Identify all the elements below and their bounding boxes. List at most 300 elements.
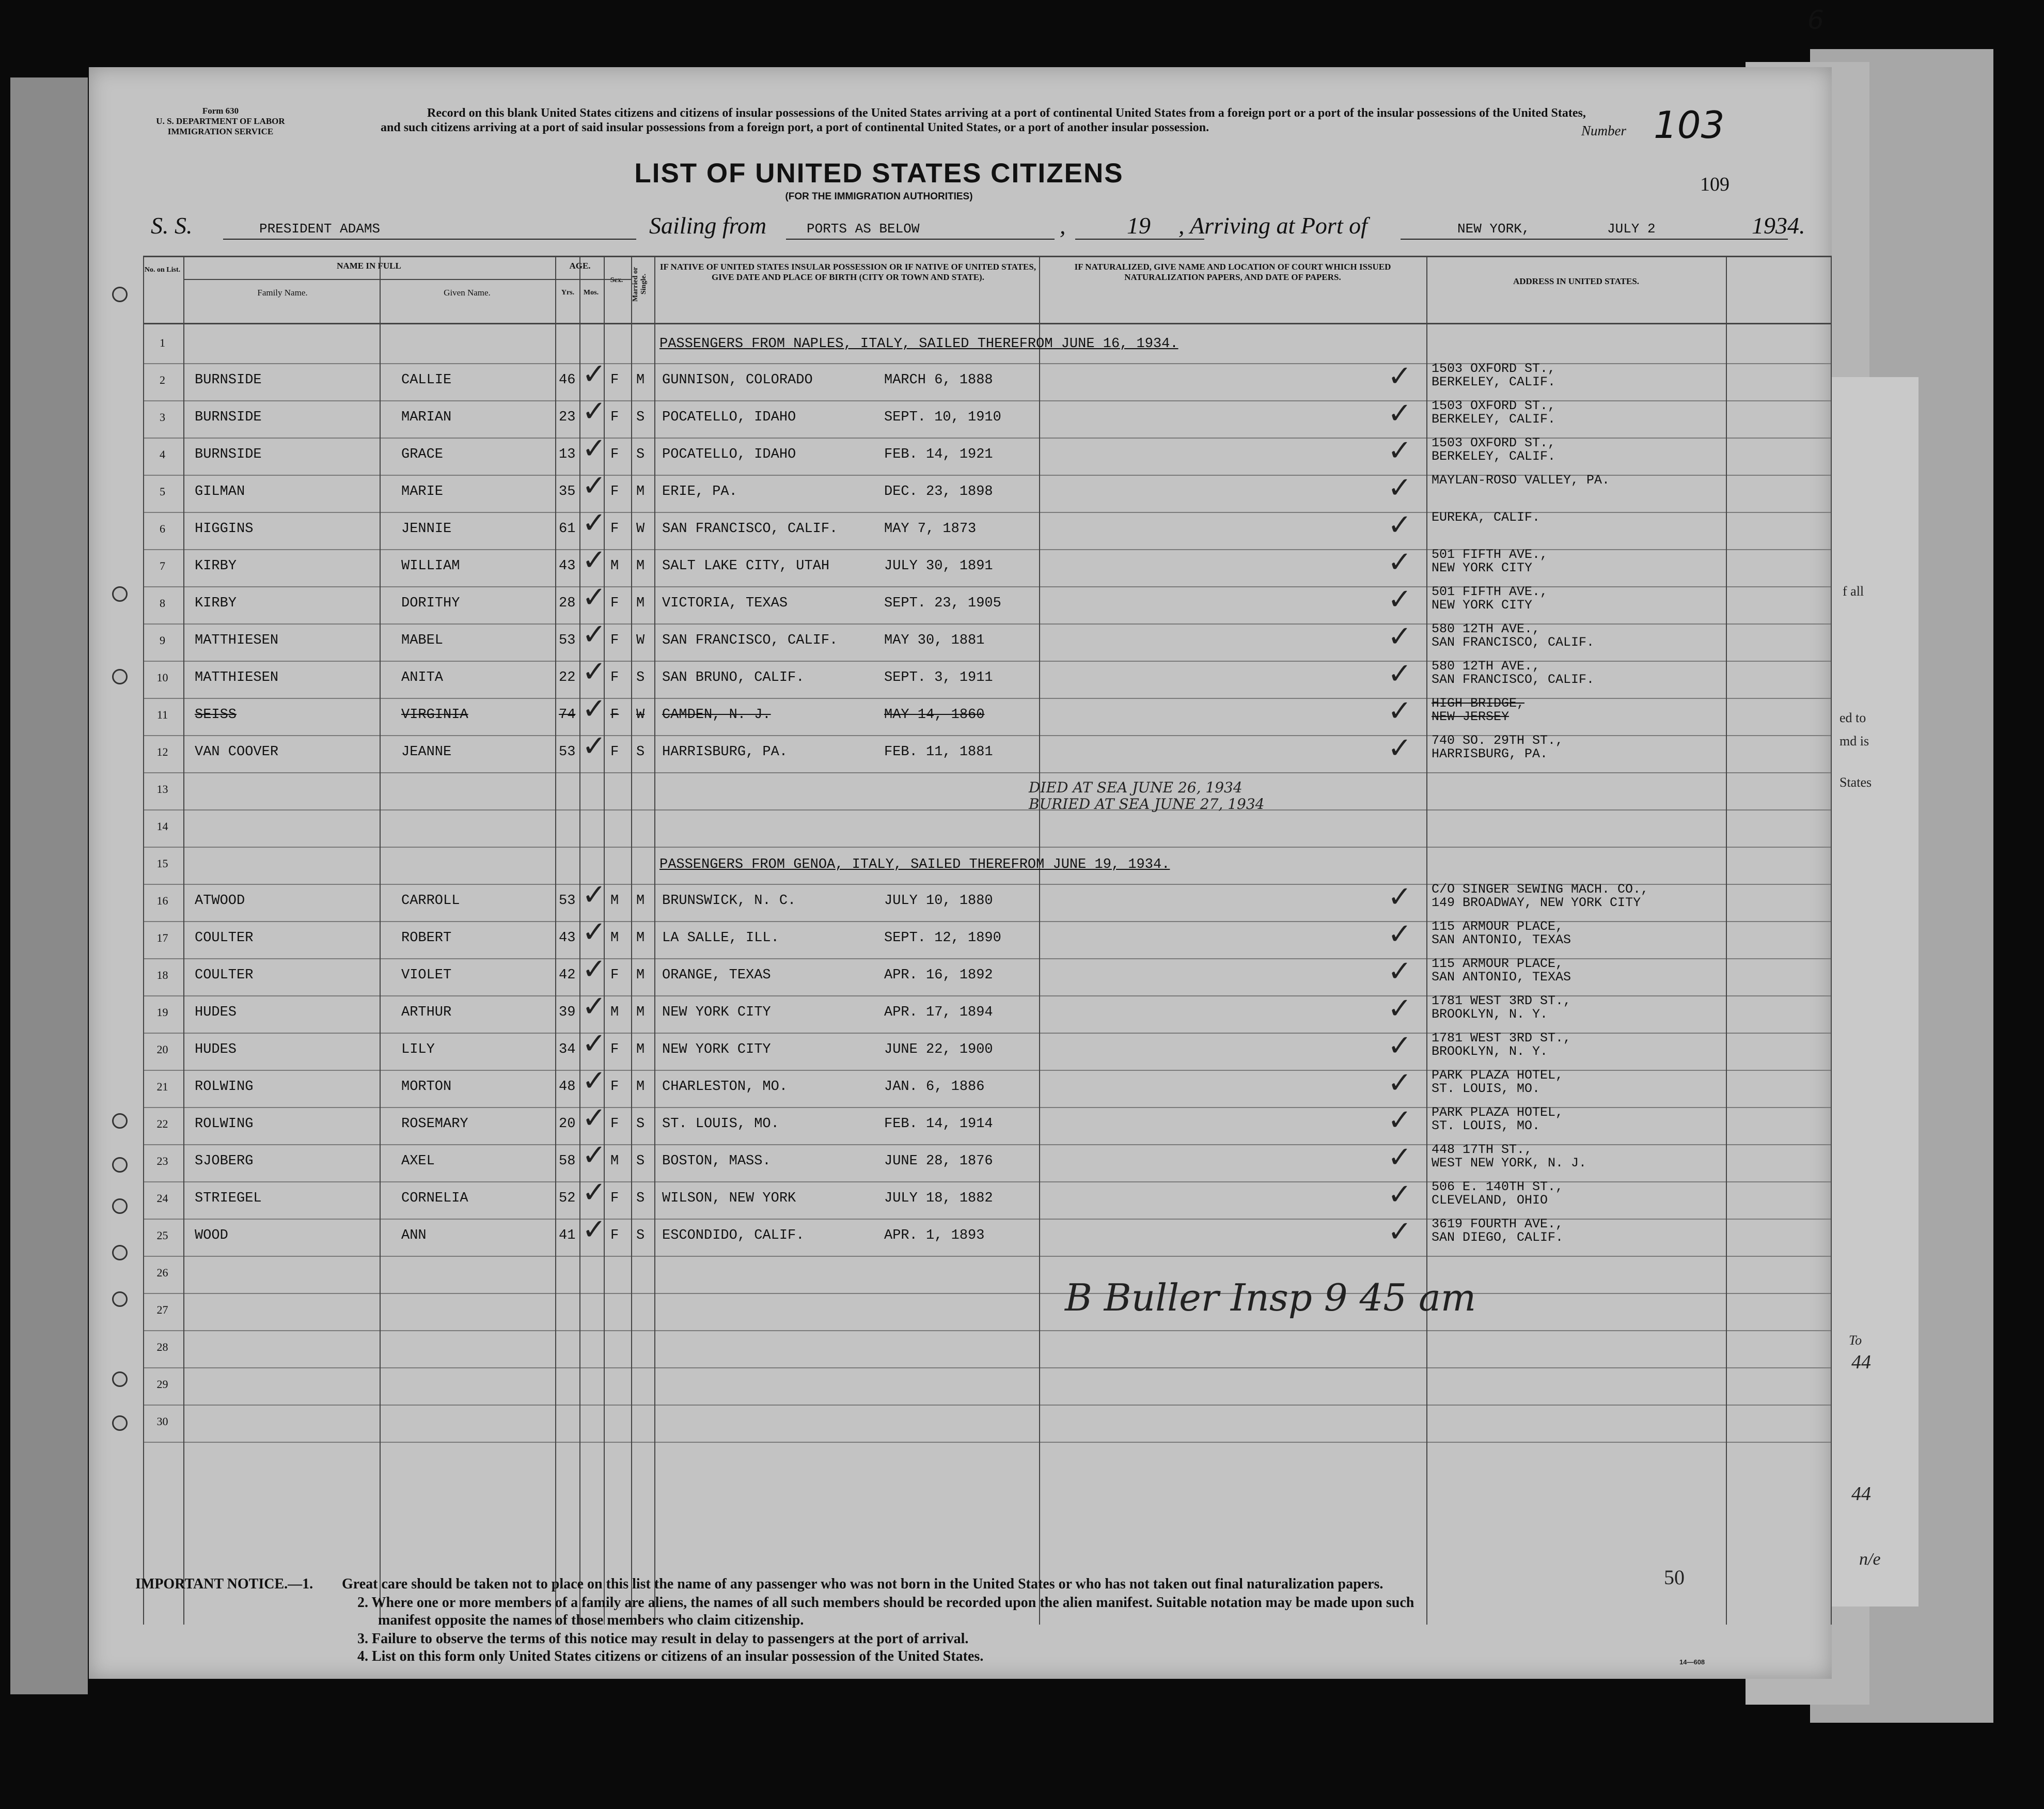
side-fragment: 44 — [1851, 1483, 1871, 1505]
col-header-mos: Mos. — [583, 289, 599, 297]
check-mark-icon: ✓ — [582, 395, 606, 428]
age-years: 20 — [559, 1116, 576, 1132]
side-fragment: f all — [1843, 584, 1864, 599]
check-mark-icon: ✓ — [582, 618, 606, 651]
row-rule — [143, 400, 1832, 401]
address-line-2: NEW JERSEY — [1432, 709, 1510, 724]
address-check-icon: ✓ — [1388, 1103, 1412, 1137]
row-number: 12 — [156, 745, 168, 758]
row-number: 5 — [160, 485, 165, 498]
column-rule — [1426, 256, 1427, 1625]
row-rule — [143, 1405, 1832, 1406]
row-number: 30 — [156, 1415, 168, 1428]
birth-date: JULY 30, 1891 — [884, 558, 993, 574]
birth-place: ESCONDIDO, CALIF. — [662, 1228, 805, 1243]
birth-place: POCATELLO, IDAHO — [662, 447, 796, 462]
birth-place: NEW YORK CITY — [662, 1005, 771, 1020]
page-subtitle: (FOR THE IMMIGRATION AUTHORITIES) — [785, 191, 973, 202]
address-check-icon: ✓ — [1388, 1141, 1412, 1174]
year-prefix: 19 — [1127, 212, 1151, 239]
family-name: STRIEGEL — [195, 1191, 262, 1206]
address-check-icon: ✓ — [1388, 731, 1412, 765]
row-number: 8 — [160, 597, 165, 610]
marital-status: M — [636, 484, 645, 500]
sex: M — [610, 558, 619, 574]
address-line-2: SAN FRANCISCO, CALIF. — [1432, 635, 1595, 650]
age-years: 53 — [559, 744, 576, 760]
side-fragment: md is — [1839, 734, 1869, 748]
age-years: 22 — [559, 670, 576, 685]
age-years: 39 — [559, 1005, 576, 1020]
row-rule — [143, 1256, 1832, 1257]
record-instructions: Record on this blank United States citizens and citizens of insular possessions of the United States arriving at a port of continental United States from a foreign port or a port of the insular possessions of the United States, and such citizens arriving at a port of said insular possessions from a foreign port, a port of continental United States, or a port of another insular possession. — [381, 106, 1586, 134]
total-mark: 50 — [1664, 1566, 1685, 1589]
punch-hole — [112, 1157, 128, 1173]
birth-place: SAN FRANCISCO, CALIF. — [662, 633, 838, 648]
address-check-icon: ✓ — [1388, 1215, 1412, 1249]
row-number: 16 — [156, 894, 168, 907]
notice-item-4: 4. List on this form only United States citizens or citizens of an insular possession of the United States. — [357, 1648, 984, 1664]
check-mark-icon: ✓ — [582, 1176, 606, 1209]
row-rule — [143, 256, 1832, 257]
birth-date: JAN. 6, 1886 — [884, 1079, 985, 1095]
sex: F — [610, 410, 619, 425]
row-number: 6 — [160, 522, 165, 535]
birth-place: CHARLESTON, MO. — [662, 1079, 788, 1095]
address-check-icon: ✓ — [1388, 657, 1412, 691]
row-number: 28 — [156, 1340, 168, 1353]
age-years: 28 — [559, 596, 576, 611]
birth-place: SALT LAKE CITY, UTAH — [662, 558, 830, 574]
address-line-1: PARK PLAZA HOTEL, — [1432, 1105, 1564, 1120]
side-fragment: To — [1849, 1333, 1862, 1348]
birth-place: VICTORIA, TEXAS — [662, 596, 788, 611]
check-mark-icon: ✓ — [582, 469, 606, 503]
row-rule — [143, 623, 1832, 625]
row-number: 19 — [156, 1006, 168, 1019]
marital-status: S — [636, 1116, 645, 1132]
col-header-no: No. on List. — [144, 266, 181, 274]
marital-status: M — [636, 596, 645, 611]
address-line-1: EUREKA, CALIF. — [1432, 510, 1540, 525]
address-check-icon: ✓ — [1388, 992, 1412, 1025]
check-mark-icon: ✓ — [582, 1101, 606, 1135]
row-rule — [143, 847, 1832, 848]
check-mark-icon: ✓ — [582, 1027, 606, 1061]
form-department: U. S. DEPARTMENT OF LABOR — [156, 116, 285, 126]
sex: F — [610, 1116, 619, 1132]
row-number: 3 — [160, 411, 165, 424]
address-line-1: 1503 OXFORD ST., — [1432, 435, 1556, 450]
sex: F — [610, 596, 619, 611]
address-check-icon: ✓ — [1388, 917, 1412, 951]
given-name: ARTHUR — [401, 1005, 452, 1020]
birth-place: LA SALLE, ILL. — [662, 930, 779, 946]
family-name: KIRBY — [195, 596, 237, 611]
sex: M — [610, 1005, 619, 1020]
row-rule — [143, 1367, 1832, 1368]
family-name: KIRBY — [195, 558, 237, 574]
column-rule — [579, 256, 580, 1625]
row-number: 23 — [156, 1155, 168, 1167]
check-mark-icon: ✓ — [582, 692, 606, 726]
address-line-1: 1781 WEST 3RD ST., — [1432, 1031, 1571, 1046]
punch-hole — [112, 1245, 128, 1260]
sailing-comma: , — [1060, 212, 1066, 239]
side-fragment: n/e — [1859, 1550, 1881, 1569]
arrival-year: 1934. — [1752, 212, 1805, 239]
address-check-icon: ✓ — [1388, 1066, 1412, 1100]
column-rule — [1726, 256, 1727, 1625]
age-years: 58 — [559, 1153, 576, 1169]
marital-status: M — [636, 893, 645, 909]
check-mark-icon: ✓ — [582, 953, 606, 986]
column-rule — [183, 256, 184, 1625]
family-name: HIGGINS — [195, 521, 254, 537]
notice-item-3: 3. Failure to observe the terms of this notice may result in delay to passengers at the port of arrival. — [357, 1631, 969, 1647]
row-rule — [143, 995, 1832, 996]
address-check-icon: ✓ — [1388, 620, 1412, 653]
birth-place: BOSTON, MASS. — [662, 1153, 771, 1169]
address-check-icon: ✓ — [1388, 583, 1412, 616]
given-name: ANN — [401, 1228, 427, 1243]
address-line-2: SAN FRANCISCO, CALIF. — [1432, 672, 1595, 687]
col-header-married: Married or Single. — [632, 267, 648, 302]
punch-hole — [112, 1291, 128, 1307]
sex: F — [610, 447, 619, 462]
address-line-1: 501 FIFTH AVE., — [1432, 547, 1548, 562]
family-name: MATTHIESEN — [195, 670, 279, 685]
age-years: 43 — [559, 930, 576, 946]
birth-date: FEB. 14, 1921 — [884, 447, 993, 462]
age-years: 34 — [559, 1042, 576, 1057]
address-line-2: BERKELEY, CALIF. — [1432, 412, 1556, 427]
given-name: ROBERT — [401, 930, 452, 946]
arrival-port: NEW YORK, — [1457, 221, 1530, 237]
sex: F — [610, 707, 619, 723]
row-rule — [143, 1181, 1832, 1182]
address-line-1: 580 12TH AVE., — [1432, 621, 1540, 636]
died-annotation: DIED AT SEA JUNE 26, 1934 — [1029, 779, 1243, 796]
form-number: Form 630 — [202, 106, 239, 116]
birth-place: ORANGE, TEXAS — [662, 968, 771, 983]
address-check-icon: ✓ — [1388, 1029, 1412, 1063]
birth-date: SEPT. 23, 1905 — [884, 596, 1001, 611]
address-line-2: SAN ANTONIO, TEXAS — [1432, 970, 1571, 985]
birth-date: MAY 7, 1873 — [884, 521, 977, 537]
address-line-2: ST. LOUIS, MO. — [1432, 1081, 1540, 1096]
marital-status: W — [636, 521, 645, 537]
sex: F — [610, 1079, 619, 1095]
address-line-1: 580 12TH AVE., — [1432, 659, 1540, 674]
given-name: CARROLL — [401, 893, 460, 909]
row-rule — [184, 279, 631, 280]
family-name: ATWOOD — [195, 893, 245, 909]
marital-status: M — [636, 558, 645, 574]
address-line-2: HARRISBURG, PA. — [1432, 746, 1548, 761]
family-name: COULTER — [195, 930, 254, 946]
marital-status: M — [636, 1079, 645, 1095]
address-line-1: PARK PLAZA HOTEL, — [1432, 1068, 1564, 1083]
row-number: 27 — [156, 1303, 168, 1316]
birth-date: JULY 10, 1880 — [884, 893, 993, 909]
check-mark-icon: ✓ — [582, 581, 606, 614]
birth-date: APR. 17, 1894 — [884, 1005, 993, 1020]
birth-date: SEPT. 12, 1890 — [884, 930, 1001, 946]
row-number: 26 — [156, 1266, 168, 1279]
address-check-icon: ✓ — [1388, 471, 1412, 505]
address-line-2: BERKELEY, CALIF. — [1432, 449, 1556, 464]
family-name: BURNSIDE — [195, 410, 262, 425]
column-rule — [654, 256, 655, 1625]
row-rule — [143, 586, 1832, 587]
address-line-1: 506 E. 140TH ST., — [1432, 1179, 1564, 1194]
check-mark-icon: ✓ — [582, 655, 606, 689]
address-line-1: 1503 OXFORD ST., — [1432, 398, 1556, 413]
ship-name: PRESIDENT ADAMS — [259, 221, 381, 237]
family-name: WOOD — [195, 1228, 228, 1243]
notice-item-2: 2. Where one or more members of a family are aliens, the names of all such members should be recorded upon the alien manifest. Suitable notation may be made upon such — [357, 1595, 1414, 1611]
given-name: LILY — [401, 1042, 435, 1057]
address-line-1: 740 SO. 29TH ST., — [1432, 733, 1564, 748]
punch-hole — [112, 586, 128, 602]
punch-hole — [112, 1415, 128, 1431]
sex: F — [610, 633, 619, 648]
col-header-address: ADDRESS IN UNITED STATES. — [1513, 276, 1640, 286]
address-line-1: 448 17TH ST., — [1432, 1142, 1533, 1157]
left-page-edge — [10, 77, 88, 1694]
sex: F — [610, 521, 619, 537]
address-check-icon: ✓ — [1388, 1178, 1412, 1211]
family-name: COULTER — [195, 968, 254, 983]
address-line-2: SAN ANTONIO, TEXAS — [1432, 932, 1571, 947]
col-header-name: NAME IN FULL — [337, 261, 401, 271]
sex: F — [610, 1042, 619, 1057]
address-check-icon: ✓ — [1388, 434, 1412, 467]
birth-date: JUNE 22, 1900 — [884, 1042, 993, 1057]
check-mark-icon: ✓ — [582, 878, 606, 912]
number-label: Number — [1581, 123, 1626, 138]
side-fragment: States — [1839, 775, 1872, 790]
given-name: MABEL — [401, 633, 444, 648]
address-line-2: BERKELEY, CALIF. — [1432, 375, 1556, 389]
birth-place: NEW YORK CITY — [662, 1042, 771, 1057]
col-header-age: AGE. — [569, 261, 591, 271]
given-name: JEANNE — [401, 744, 452, 760]
row-rule — [143, 1070, 1832, 1071]
address-check-icon: ✓ — [1388, 694, 1412, 728]
row-rule — [143, 549, 1832, 550]
row-number: 17 — [156, 931, 168, 944]
punch-hole — [112, 287, 128, 302]
punch-hole — [112, 1113, 128, 1129]
check-mark-icon: ✓ — [582, 506, 606, 540]
given-name: CORNELIA — [401, 1191, 468, 1206]
arriving-label: , Arriving at Port of — [1178, 212, 1367, 239]
birth-date: APR. 1, 1893 — [884, 1228, 985, 1243]
birth-date: APR. 16, 1892 — [884, 968, 993, 983]
family-name: GILMAN — [195, 484, 245, 500]
column-rule — [1831, 256, 1832, 1625]
address-check-icon: ✓ — [1388, 880, 1412, 914]
row-number: 22 — [156, 1117, 168, 1130]
family-name: BURNSIDE — [195, 447, 262, 462]
side-fragment: ed to — [1839, 710, 1866, 725]
family-name: HUDES — [195, 1042, 237, 1057]
given-name: CALLIE — [401, 372, 452, 388]
address-line-1: 501 FIFTH AVE., — [1432, 584, 1548, 599]
birth-place: ST. LOUIS, MO. — [662, 1116, 779, 1132]
row-number: 29 — [156, 1378, 168, 1391]
address-line-1: MAYLAN-ROSO VALLEY, PA. — [1432, 473, 1610, 488]
family-name: ROLWING — [195, 1079, 254, 1095]
birth-date: JULY 18, 1882 — [884, 1191, 993, 1206]
row-number: 20 — [156, 1043, 168, 1056]
age-years: 53 — [559, 893, 576, 909]
marital-status: S — [636, 670, 645, 685]
row-number: 9 — [160, 634, 165, 647]
marital-status: M — [636, 968, 645, 983]
given-name: VIOLET — [401, 968, 452, 983]
row-rule — [143, 1330, 1832, 1331]
address-line-1: 115 ARMOUR PLACE, — [1432, 919, 1564, 934]
row-number: 2 — [160, 373, 165, 386]
check-mark-icon: ✓ — [582, 543, 606, 577]
ship-line — [151, 212, 1803, 243]
marital-status: M — [636, 1042, 645, 1057]
check-mark-icon: ✓ — [582, 432, 606, 465]
address-line-2: BROOKLYN, N. Y. — [1432, 1044, 1548, 1059]
address-line-2: 149 BROADWAY, NEW YORK CITY — [1432, 895, 1641, 910]
given-name: DORITHY — [401, 596, 460, 611]
age-years: 48 — [559, 1079, 576, 1095]
corner-number: 6 — [1807, 5, 1824, 35]
row-rule — [143, 1033, 1832, 1034]
section-heading: PASSENGERS FROM NAPLES, ITALY, SAILED THEREFROM JUNE 16, 1934. — [659, 336, 1178, 352]
row-number: 7 — [160, 559, 165, 572]
address-line-1: C/O SINGER SEWING MACH. CO., — [1432, 882, 1649, 897]
marital-status: M — [636, 930, 645, 946]
row-number: 15 — [156, 857, 168, 870]
birth-date: MAY 14, 1860 — [884, 707, 985, 723]
address-line-1: 3619 FOURTH AVE., — [1432, 1217, 1564, 1231]
row-number: 10 — [156, 671, 168, 684]
punch-hole — [112, 669, 128, 684]
birth-place: POCATELLO, IDAHO — [662, 410, 796, 425]
notice-item-2-cont: manifest opposite the names of those members who claim citizenship. — [378, 1612, 804, 1628]
address-line-1: 1781 WEST 3RD ST., — [1432, 993, 1571, 1008]
age-years: 41 — [559, 1228, 576, 1243]
age-years: 23 — [559, 410, 576, 425]
address-line-2: CLEVELAND, OHIO — [1432, 1193, 1548, 1208]
given-name: GRACE — [401, 447, 444, 462]
address-check-icon: ✓ — [1388, 360, 1412, 393]
row-number: 21 — [156, 1080, 168, 1093]
age-years: 43 — [559, 558, 576, 574]
address-line-2: ST. LOUIS, MO. — [1432, 1118, 1540, 1133]
birth-place: WILSON, NEW YORK — [662, 1191, 796, 1206]
address-line-2: BROOKLYN, N. Y. — [1432, 1007, 1548, 1022]
given-name: MORTON — [401, 1079, 452, 1095]
given-name: MARIAN — [401, 410, 452, 425]
marital-status: S — [636, 1228, 645, 1243]
birth-place: ERIE, PA. — [662, 484, 737, 500]
row-number: 1 — [160, 336, 165, 349]
address-line-2: NEW YORK CITY — [1432, 598, 1533, 613]
form-block — [140, 106, 301, 137]
marital-status: S — [636, 410, 645, 425]
page-number: 109 — [1700, 174, 1729, 195]
birth-place: SAN FRANCISCO, CALIF. — [662, 521, 838, 537]
row-rule — [143, 698, 1832, 699]
buried-annotation: BURIED AT SEA JUNE 27, 1934 — [1029, 796, 1265, 813]
address-line-2: WEST NEW YORK, N. J. — [1432, 1156, 1587, 1171]
row-rule — [143, 363, 1832, 364]
row-rule — [143, 661, 1832, 662]
ss-label: S. S. — [151, 212, 193, 239]
col-header-given: Given Name. — [444, 288, 491, 298]
marital-status: S — [636, 744, 645, 760]
marital-status: W — [636, 633, 645, 648]
row-rule — [143, 323, 1832, 324]
row-number: 18 — [156, 969, 168, 981]
check-mark-icon: ✓ — [582, 1064, 606, 1098]
notice-lead: IMPORTANT NOTICE.—1. — [135, 1576, 313, 1592]
birth-place: HARRISBURG, PA. — [662, 744, 788, 760]
column-rule — [380, 256, 381, 1625]
col-header-family: Family Name. — [257, 288, 308, 298]
age-years: 46 — [559, 372, 576, 388]
address-check-icon: ✓ — [1388, 545, 1412, 579]
punch-hole — [112, 1371, 128, 1387]
row-rule — [143, 1144, 1832, 1145]
section-heading: PASSENGERS FROM GENOA, ITALY, SAILED THEREFROM JUNE 19, 1934. — [659, 857, 1170, 872]
col-header-sex: Sex. — [610, 276, 623, 284]
birth-date: SEPT. 3, 1911 — [884, 670, 993, 685]
family-name: VAN COOVER — [195, 744, 279, 760]
given-name: WILLIAM — [401, 558, 460, 574]
row-rule — [143, 1442, 1832, 1443]
address-check-icon: ✓ — [1388, 397, 1412, 430]
marital-status: S — [636, 1191, 645, 1206]
column-rule — [555, 256, 556, 1625]
row-number: 24 — [156, 1192, 168, 1205]
birth-date: FEB. 11, 1881 — [884, 744, 993, 760]
page-title: LIST OF UNITED STATES CITIZENS — [634, 158, 1124, 189]
row-number: 13 — [156, 783, 168, 796]
family-name: SEISS — [195, 707, 237, 723]
age-years: 74 — [559, 707, 576, 723]
check-mark-icon: ✓ — [582, 357, 606, 391]
sex: M — [610, 1153, 619, 1169]
birth-place: BRUNSWICK, N. C. — [662, 893, 796, 909]
age-years: 35 — [559, 484, 576, 500]
row-rule — [143, 921, 1832, 922]
row-rule — [143, 1293, 1832, 1294]
family-name: ROLWING — [195, 1116, 254, 1132]
row-number: 4 — [160, 448, 165, 461]
row-rule — [143, 958, 1832, 959]
inspector-signature: B Buller Insp 9 45 am — [1065, 1276, 1476, 1319]
address-line-2: NEW YORK CITY — [1432, 560, 1533, 575]
column-rule — [1039, 256, 1040, 1625]
sex: F — [610, 968, 619, 983]
arrival-date: JULY 2 — [1607, 221, 1656, 237]
passenger-table — [143, 256, 1832, 1625]
birth-date: SEPT. 10, 1910 — [884, 410, 1001, 425]
col-header-birth: IF NATIVE OF UNITED STATES INSULAR POSSESSION OR IF NATIVE OF UNITED STATES, GIVE DATE AND PLACE OF BIRTH (CITY OR TOWN AND STATE). — [659, 262, 1036, 282]
address-check-icon: ✓ — [1388, 508, 1412, 542]
